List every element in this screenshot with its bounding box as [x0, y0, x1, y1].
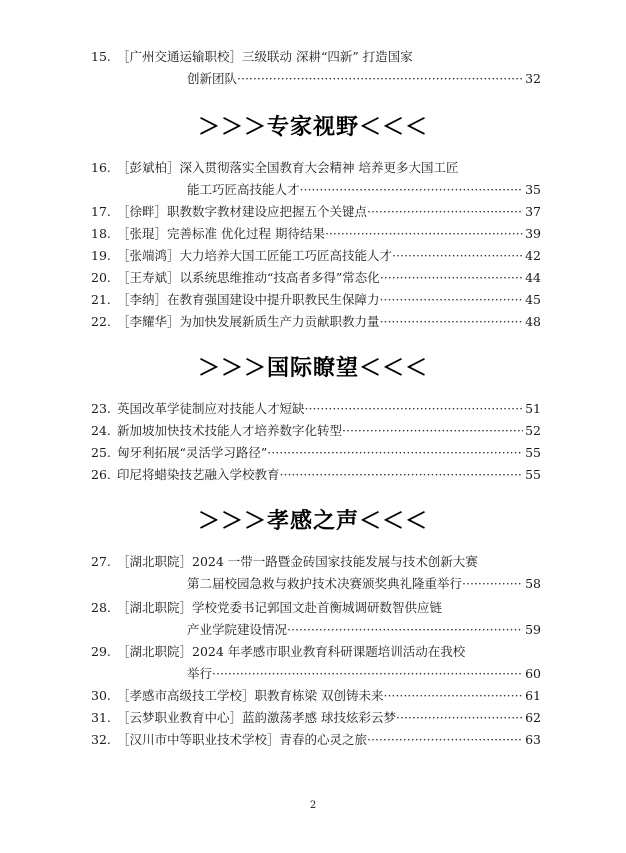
- entry-title: ［湖北职院］学校党委书记郭国文赴首衡城调研数智供应链: [117, 600, 443, 615]
- entry-number: 30.: [91, 688, 111, 703]
- dot-leader: [325, 223, 523, 245]
- entry-page: 32: [525, 71, 541, 86]
- entry-number: 21.: [91, 292, 111, 307]
- dot-leader: [380, 289, 523, 311]
- entry-page: 62: [525, 710, 541, 725]
- entry-page: 39: [525, 226, 541, 241]
- toc-entry[interactable]: [91, 245, 541, 267]
- toc-entry[interactable]: [91, 311, 541, 333]
- section-heading-international: ＞＞＞国际瞭望＜＜＜: [197, 356, 428, 381]
- entry-title: ［王寿斌］以系统思维推动“技高者多得”常态化: [117, 270, 380, 285]
- entry-title-cont: 第二届校园急救与救护技术决赛颁奖典礼隆重举行: [187, 576, 463, 591]
- toc-entry[interactable]: [91, 420, 541, 442]
- dot-leader: [380, 267, 523, 289]
- toc-entry[interactable]: [91, 157, 541, 201]
- entry-number: 29.: [91, 644, 111, 659]
- entry-number: 22.: [91, 314, 111, 329]
- dot-leader: [392, 245, 523, 267]
- entry-title: ［湖北职院］2024 一带一路暨金砖国家技能发展与技术创新大赛: [117, 554, 478, 569]
- entry-title: ［汉川市中等职业技术学校］青春的心灵之旅: [117, 732, 368, 747]
- dot-leader: [367, 201, 523, 223]
- entry-page: 55: [525, 445, 541, 460]
- entry-title: ［湖北职院］2024 年孝感市职业教育科研课题培训活动在我校: [117, 644, 466, 659]
- page-number: 2: [309, 800, 317, 811]
- entry-title: ［云梦职业教育中心］蓝韵激荡孝感 球技炫彩云梦: [117, 710, 396, 725]
- toc-entry[interactable]: [91, 289, 541, 311]
- entry-title-cont: 创新团队: [187, 71, 238, 86]
- toc-entry[interactable]: [91, 685, 541, 707]
- entry-title: 印尼将蜡染技艺融入学校教育: [117, 467, 280, 482]
- entry-page: 52: [525, 423, 541, 438]
- dot-leader: [267, 442, 523, 464]
- entry-title: 匈牙利拓展“灵活学习路径”: [117, 445, 268, 460]
- toc-entry[interactable]: [91, 707, 541, 729]
- entry-page: 59: [525, 622, 541, 637]
- entry-page: 55: [525, 467, 541, 482]
- entry-number: 17.: [91, 204, 111, 219]
- entry-title-cont: 产业学院建设情况: [187, 622, 288, 637]
- entry-title: ［彭斌柏］深入贯彻落实全国教育大会精神 培养更多大国工匠: [117, 160, 459, 175]
- entry-number: 31.: [91, 710, 111, 725]
- entry-number: 16.: [91, 160, 111, 175]
- entry-title: ［张端鸿］大力培养大国工匠能工巧匠高技能人才: [117, 248, 393, 263]
- entry-page: 44: [525, 270, 541, 285]
- toc-entry[interactable]: [91, 597, 541, 641]
- toc-entry[interactable]: [91, 201, 541, 223]
- entry-number: 32.: [91, 732, 111, 747]
- dot-leader: [300, 179, 523, 201]
- entry-number: 28.: [91, 600, 111, 615]
- entry-title: 新加坡加快技术技能人才培养数字化转型: [117, 423, 343, 438]
- entry-page: 60: [525, 666, 541, 681]
- section-heading-expert: ＞＞＞专家视野＜＜＜: [197, 115, 428, 140]
- entry-title: ［广州交通运输职校］三级联动 深耕“四新” 打造国家: [117, 49, 413, 64]
- entry-page: 42: [525, 248, 541, 263]
- entry-page: 63: [525, 732, 541, 747]
- entry-number: 23.: [91, 401, 111, 416]
- entry-title: 英国改革学徒制应对技能人才短缺: [117, 401, 305, 416]
- entry-title-cont: 能工巧匠高技能人才: [187, 182, 300, 197]
- entry-title-cont: 举行: [187, 666, 213, 681]
- entry-title: ［徐畔］职教数字教材建设应把握五个关键点: [117, 204, 368, 219]
- dot-leader: [342, 420, 523, 442]
- entry-number: 27.: [91, 554, 111, 569]
- entry-number: 18.: [91, 226, 111, 241]
- dot-leader: [237, 68, 523, 90]
- toc-entry[interactable]: [91, 46, 541, 90]
- entry-page: 61: [525, 688, 541, 703]
- entry-number: 19.: [91, 248, 111, 263]
- entry-page: 58: [525, 576, 541, 591]
- toc-entry[interactable]: [91, 267, 541, 289]
- dot-leader: [280, 464, 523, 486]
- dot-leader: [396, 707, 523, 729]
- entry-number: 25.: [91, 445, 111, 460]
- entry-number: 15.: [91, 49, 111, 64]
- toc-entry[interactable]: [91, 464, 541, 486]
- dot-leader: [287, 619, 523, 641]
- dot-leader: [305, 398, 523, 420]
- dot-leader: [462, 573, 523, 595]
- toc-entry[interactable]: [91, 641, 541, 685]
- toc-entry[interactable]: [91, 729, 541, 751]
- toc-entry[interactable]: [91, 398, 541, 420]
- section-heading-xiaogan: ＞＞＞孝感之声＜＜＜: [197, 509, 428, 534]
- dot-leader: [383, 685, 523, 707]
- toc-entry[interactable]: [91, 551, 541, 595]
- entry-title: ［李纳］在教育强国建设中提升职教民生保障力: [117, 292, 380, 307]
- entry-page: 48: [525, 314, 541, 329]
- dot-leader: [212, 663, 523, 685]
- entry-title: ［张琨］完善标准 优化过程 期待结果: [117, 226, 325, 241]
- entry-number: 26.: [91, 467, 111, 482]
- entry-title: ［李耀华］为加快发展新质生产力贡献职教力量: [117, 314, 380, 329]
- dot-leader: [380, 311, 523, 333]
- entry-page: 35: [525, 182, 541, 197]
- entry-page: 37: [525, 204, 541, 219]
- entry-title: ［孝感市高级技工学校］职教育栋梁 双创铸未来: [117, 688, 384, 703]
- entry-page: 51: [525, 401, 541, 416]
- toc-entry[interactable]: [91, 223, 541, 245]
- toc-entry[interactable]: [91, 442, 541, 464]
- entry-number: 24.: [91, 423, 111, 438]
- entry-page: 45: [525, 292, 541, 307]
- entry-number: 20.: [91, 270, 111, 285]
- dot-leader: [367, 729, 523, 751]
